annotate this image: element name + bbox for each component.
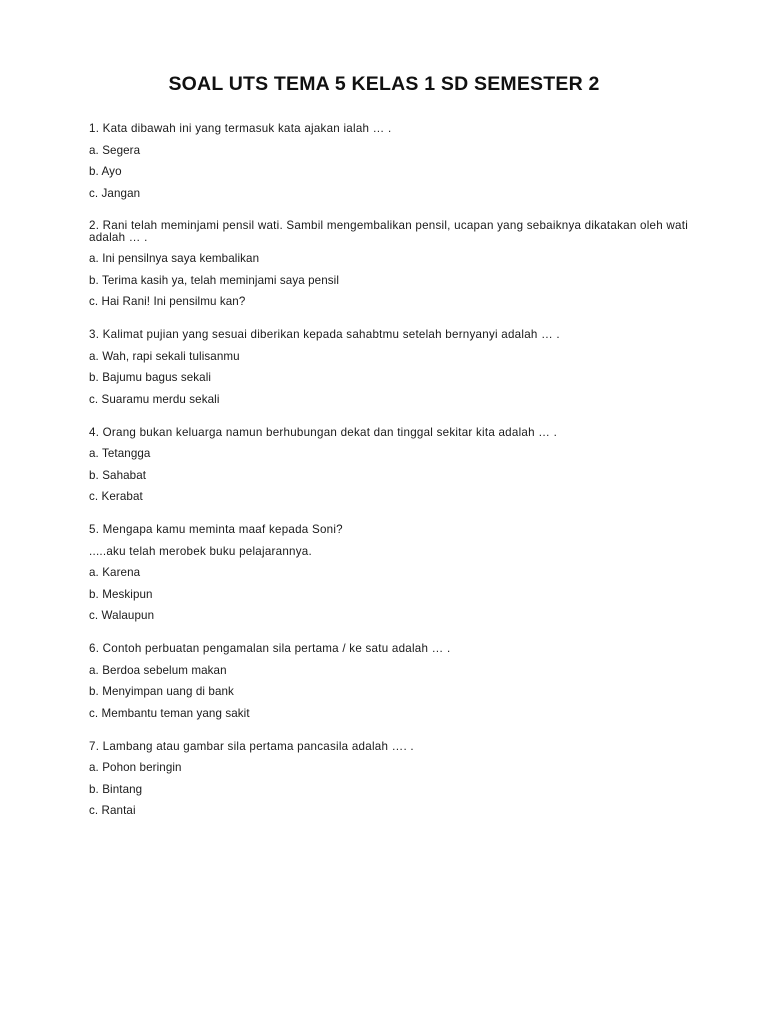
option-c: c. Jangan [89, 186, 141, 200]
question-text: 3. Kalimat pujian yang sesuai diberikan kepada sahabtmu setelah bernyanyi adalah … . [89, 328, 560, 341]
question-text: 4. Orang bukan keluarga namun berhubungan dekat dan tinggal sekitar kita adalah … . [89, 425, 558, 439]
question-sentence: .....aku telah merobek buku pelajarannya. [89, 544, 312, 558]
option-b: b. Sahabat [89, 468, 147, 482]
page-title: SOAL UTS TEMA 5 KELAS 1 SD SEMESTER 2 [168, 73, 600, 95]
option-b: b. Menyimpan uang di bank [89, 685, 234, 698]
option-a: a. Segera [89, 143, 141, 157]
option-c: c. Hai Rani! Ini pensilmu kan? [89, 295, 246, 308]
option-c: c. Kerabat [89, 490, 143, 503]
question-list [89, 122, 689, 837]
question-6 [89, 642, 689, 720]
question-4 [89, 426, 689, 504]
option-a: a. Karena [89, 566, 141, 579]
option-a: a. Tetangga [89, 447, 151, 460]
question-text: 5. Mengapa kamu meminta maaf kepada Soni? [89, 523, 343, 536]
question-text: 6. Contoh perbuatan pengamalan sila pertama / ke satu adalah … . [89, 642, 451, 655]
option-b: b. Bintang [89, 782, 143, 796]
question-text: 1. Kata dibawah ini yang termasuk kata ajakan ialah … . [89, 122, 392, 135]
option-b: b. Meskipun [89, 587, 153, 601]
question-text: 7. Lambang atau gambar sila pertama pancasila adalah …. . [89, 739, 414, 753]
question-7 [89, 740, 689, 818]
option-a: a. Wah, rapi sekali tulisanmu [89, 349, 240, 363]
question-5 [89, 523, 689, 622]
question-1 [89, 122, 689, 200]
option-c: c. Membantu teman yang sakit [89, 706, 250, 720]
option-a: a. Ini pensilnya saya kembalikan [89, 252, 260, 265]
question-text: 2. Rani telah meminjami pensil wati. Sambil mengembalikan pensil, ucapan yang sebaiknya dikatakan oleh wati adalah … . [89, 218, 689, 244]
option-a: a. Berdoa sebelum makan [89, 663, 227, 677]
option-b: b. Ayo [89, 165, 122, 178]
option-b: b. Terima kasih ya, telah meminjami saya pensil [89, 273, 339, 287]
option-a: a. Pohon beringin [89, 761, 182, 774]
question-2 [89, 220, 689, 309]
option-b: b. Bajumu bagus sekali [89, 371, 212, 384]
option-c: c. Walaupun [89, 609, 155, 622]
option-c: c. Suaramu merdu sekali [89, 392, 220, 406]
option-c: c. Rantai [89, 804, 136, 817]
question-3 [89, 328, 689, 406]
